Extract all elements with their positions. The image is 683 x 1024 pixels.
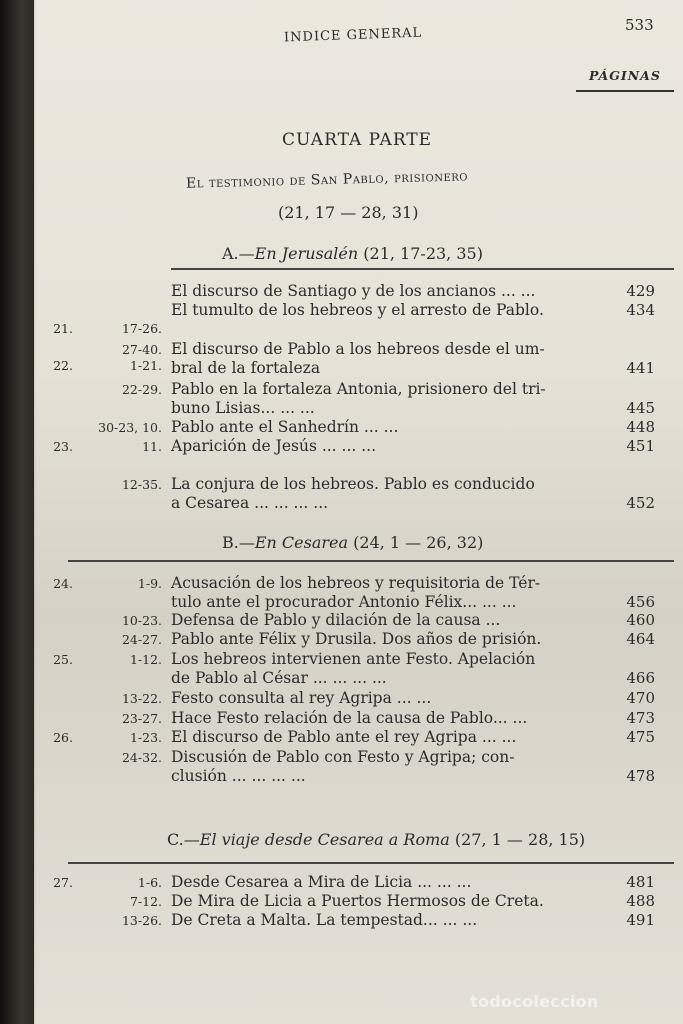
group-heading: [167, 830, 585, 849]
entry-title-line: Hace Festo relación de la causa de Pablo... ...: [171, 709, 528, 727]
verse-ref: 7-12.: [129, 894, 162, 909]
entry-title-line: Acusación de los hebreos y requisitoria de Tér-: [171, 574, 541, 592]
chapter-ref: 24.: [53, 576, 73, 591]
group-letter: B.—: [222, 533, 255, 552]
chapter-ref: 25.: [53, 652, 73, 667]
entry-title-line: clusión ... ... ... ...: [171, 767, 306, 785]
running-head: INDICE GENERAL: [283, 25, 423, 46]
chapter-ref: 22.: [53, 358, 73, 373]
entry-title-line: Los hebreos intervienen ante Festo. Apelación: [171, 650, 536, 668]
page-ref: 488: [626, 892, 655, 910]
entry-title-line: El discurso de Pablo ante el rey Agripa ... ...: [171, 728, 517, 746]
page-ref: 448: [626, 418, 655, 436]
section-title: El testimonio de San Pablo, prisionero: [185, 168, 469, 192]
paginas-label: PÁGINAS: [589, 68, 661, 83]
entry-title-line: bral de la fortaleza: [171, 359, 321, 377]
paginas-rule: [576, 90, 674, 92]
group-letter: C.—: [167, 830, 200, 849]
entry-title-line: Festo consulta al rey Agripa ... ...: [171, 689, 432, 707]
verse-ref: 12-35.: [121, 477, 162, 492]
verse-ref: 30-23, 10.: [98, 420, 162, 435]
group-name: El viaje desde Cesarea a Roma: [199, 830, 450, 849]
entry-title-line: De Creta a Malta. La tempestad... ... ...: [171, 911, 478, 929]
entry-title-line: De Mira de Licia a Puertos Hermosos de Creta.: [171, 892, 544, 910]
watermark: todocoleccion: [470, 992, 599, 1011]
entry-title-line: Desde Cesarea a Mira de Licia ... ... ...: [171, 873, 472, 891]
entry-title-line: Aparición de Jesús ... ... ...: [171, 437, 377, 455]
group-heading: [222, 244, 483, 263]
page-ref: 460: [626, 611, 655, 629]
page-ref: 491: [626, 911, 655, 929]
entry-title-line: buno Lisias... ... ...: [171, 399, 315, 417]
page-ref: 475: [626, 728, 655, 746]
verse-ref: 23-27.: [121, 711, 162, 726]
page-ref: 456: [626, 593, 655, 611]
page-ref: 429: [626, 282, 655, 300]
group-rule: [68, 560, 674, 562]
verse-ref: 1-23.: [129, 730, 162, 745]
verse-ref: 10-23.: [121, 613, 162, 628]
verse-ref: 27-40.: [121, 342, 162, 357]
group-range: (21, 17-23, 35): [358, 244, 483, 263]
verse-ref: 1-9.: [137, 576, 162, 591]
book-page: [34, 0, 683, 1024]
verse-ref: 13-22.: [121, 691, 162, 706]
chapter-ref: 26.: [53, 730, 73, 745]
verse-ref: 11.: [142, 439, 162, 454]
entry-title-line: a Cesarea ... ... ... ...: [171, 494, 329, 512]
page-ref: 434: [626, 301, 655, 319]
verse-ref: 1-6.: [137, 875, 162, 890]
verse-ref: 1-12.: [129, 652, 162, 667]
chapter-ref: 21.: [53, 321, 73, 336]
group-letter: A.—: [222, 244, 255, 263]
group-range: (24, 1 — 26, 32): [348, 533, 484, 552]
page-ref: 452: [626, 494, 655, 512]
page-ref: 466: [626, 669, 655, 687]
entry-title-line: Pablo ante el Sanhedrín ... ...: [171, 418, 399, 436]
entry-title-line: El discurso de Pablo a los hebreos desde el um-: [171, 340, 545, 358]
page-ref: 478: [626, 767, 655, 785]
entry-title-line: tulo ante el procurador Antonio Félix... ... ...: [171, 593, 517, 611]
page-gutter-shadow: [0, 0, 36, 1024]
group-name: En Cesarea: [254, 533, 349, 552]
group-name: En Jerusalén: [254, 244, 359, 263]
part-title: CUARTA PARTE: [282, 130, 433, 150]
page-ref: 481: [626, 873, 655, 891]
entry-title-line: de Pablo al César ... ... ... ...: [171, 669, 387, 687]
chapter-ref: 23.: [53, 439, 73, 454]
entry-title-line: El discurso de Santiago y de los ancianos ... ...: [171, 282, 536, 300]
entry-title-line: Pablo ante Félix y Drusila. Dos años de prisión.: [171, 630, 542, 648]
verse-ref: 17-26.: [121, 321, 162, 336]
entry-title-line: Discusión de Pablo con Festo y Agripa; con-: [171, 748, 515, 766]
verse-ref: 13-26.: [121, 913, 162, 928]
entry-title-line: La conjura de los hebreos. Pablo es conducido: [171, 475, 535, 493]
section-range: (21, 17 — 28, 31): [278, 203, 419, 222]
group-rule: [68, 862, 674, 864]
entry-title-line: Pablo en la fortaleza Antonia, prisionero del tri-: [171, 380, 546, 398]
verse-ref: 1-21.: [129, 358, 162, 373]
verse-ref: 22-29.: [121, 382, 162, 397]
page-ref: 473: [626, 709, 655, 727]
page-ref: 470: [626, 689, 655, 707]
entry-title-line: Defensa de Pablo y dilación de la causa ...: [171, 611, 501, 629]
group-range: (27, 1 — 28, 15): [449, 830, 586, 849]
group-rule: [171, 268, 674, 270]
page-ref: 445: [626, 399, 655, 417]
page-ref: 464: [626, 630, 655, 648]
verse-ref: 24-27.: [121, 632, 162, 647]
entry-title-line: El tumulto de los hebreos y el arresto de Pablo.: [171, 301, 544, 319]
page-number: 533: [625, 16, 654, 34]
chapter-ref: 27.: [53, 875, 73, 890]
page-ref: 451: [626, 437, 655, 455]
group-heading: [222, 533, 483, 552]
page-ref: 441: [626, 359, 655, 377]
verse-ref: 24-32.: [121, 750, 162, 765]
